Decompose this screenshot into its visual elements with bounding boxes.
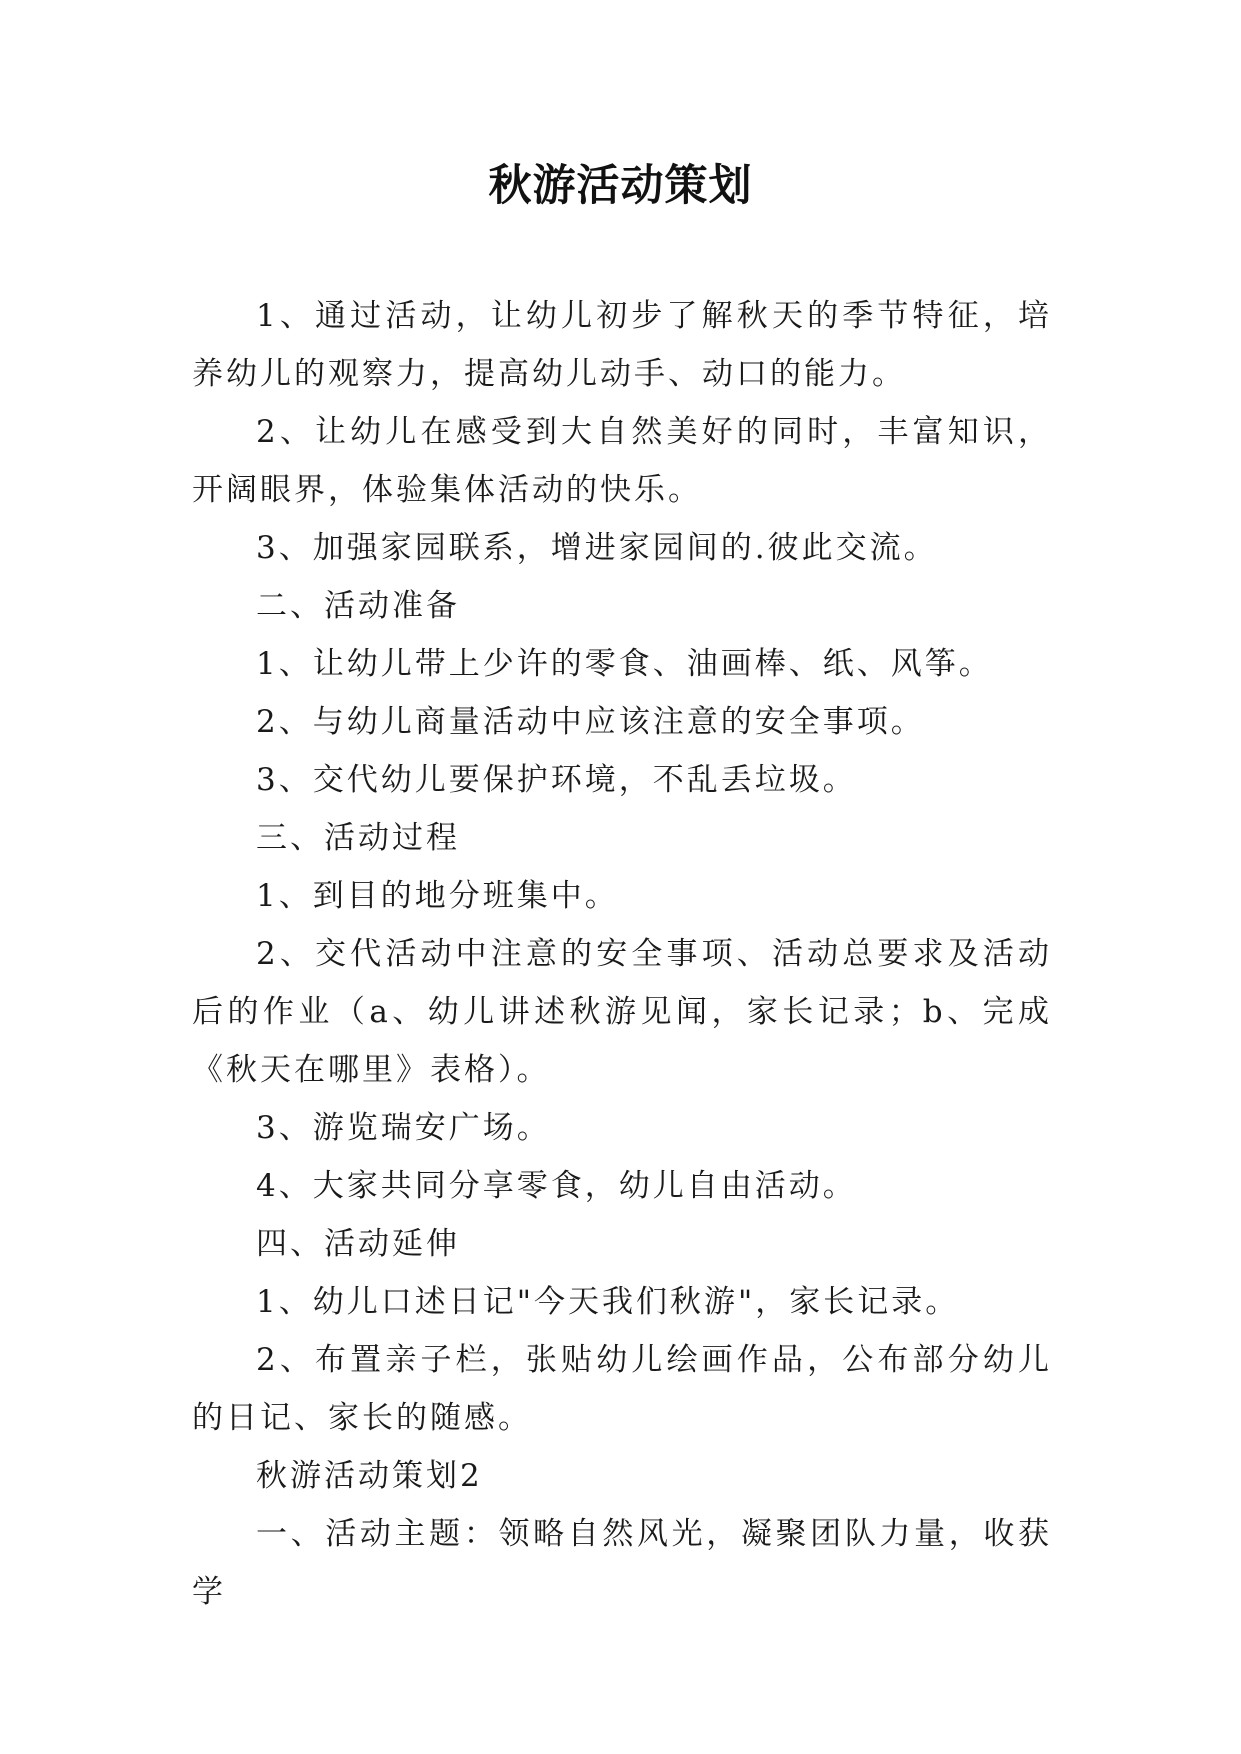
paragraph-preparation-2: 2、与幼儿商量活动中应该注意的安全事项。 [256, 704, 925, 740]
paragraph-process-3: 3、游览瑞安广场。 [256, 1110, 551, 1146]
paragraph-objective-2: 2、让幼儿在感受到大自然美好的同时，丰富知识，开阔眼界，体验集体活动的快乐。 [192, 414, 1052, 508]
paragraph-preparation-3: 3、交代幼儿要保护环境，不乱丢垃圾。 [256, 762, 857, 798]
section-heading-extension: 四、活动延伸 [256, 1226, 460, 1262]
paragraph-objective-3: 3、加强家园联系，增进家园间的.彼此交流。 [256, 530, 938, 566]
document-title: 秋游活动策划 [488, 161, 753, 211]
paragraph-objective-1: 1、通过活动，让幼儿初步了解秋天的季节特征，培养幼儿的观察力，提高幼儿动手、动口的能力。 [192, 298, 1052, 392]
section-heading-process: 三、活动过程 [256, 820, 460, 856]
paragraph-process-4: 4、大家共同分享零食，幼儿自由活动。 [256, 1168, 857, 1204]
document-body [192, 287, 1052, 1621]
paragraph-process-2: 2、交代活动中注意的安全事项、活动总要求及活动后的作业（a、幼儿讲述秋游见闻，家长记录；b、完成《秋天在哪里》表格）。 [192, 936, 1052, 1088]
paragraph-preparation-1: 1、让幼儿带上少许的零食、油画棒、纸、风筝。 [256, 646, 993, 682]
section-heading-preparation: 二、活动准备 [256, 588, 460, 624]
paragraph-extension-1: 1、幼儿口述日记"今天我们秋游"，家长记录。 [256, 1284, 960, 1320]
paragraph-theme: 一、活动主题：领略自然风光，凝聚团队力量，收获学 [192, 1516, 1052, 1610]
paragraph-process-1: 1、到目的地分班集中。 [256, 878, 619, 914]
subtitle-plan-2: 秋游活动策划2 [256, 1458, 483, 1494]
paragraph-extension-2: 2、布置亲子栏，张贴幼儿绘画作品，公布部分幼儿的日记、家长的随感。 [192, 1342, 1052, 1436]
